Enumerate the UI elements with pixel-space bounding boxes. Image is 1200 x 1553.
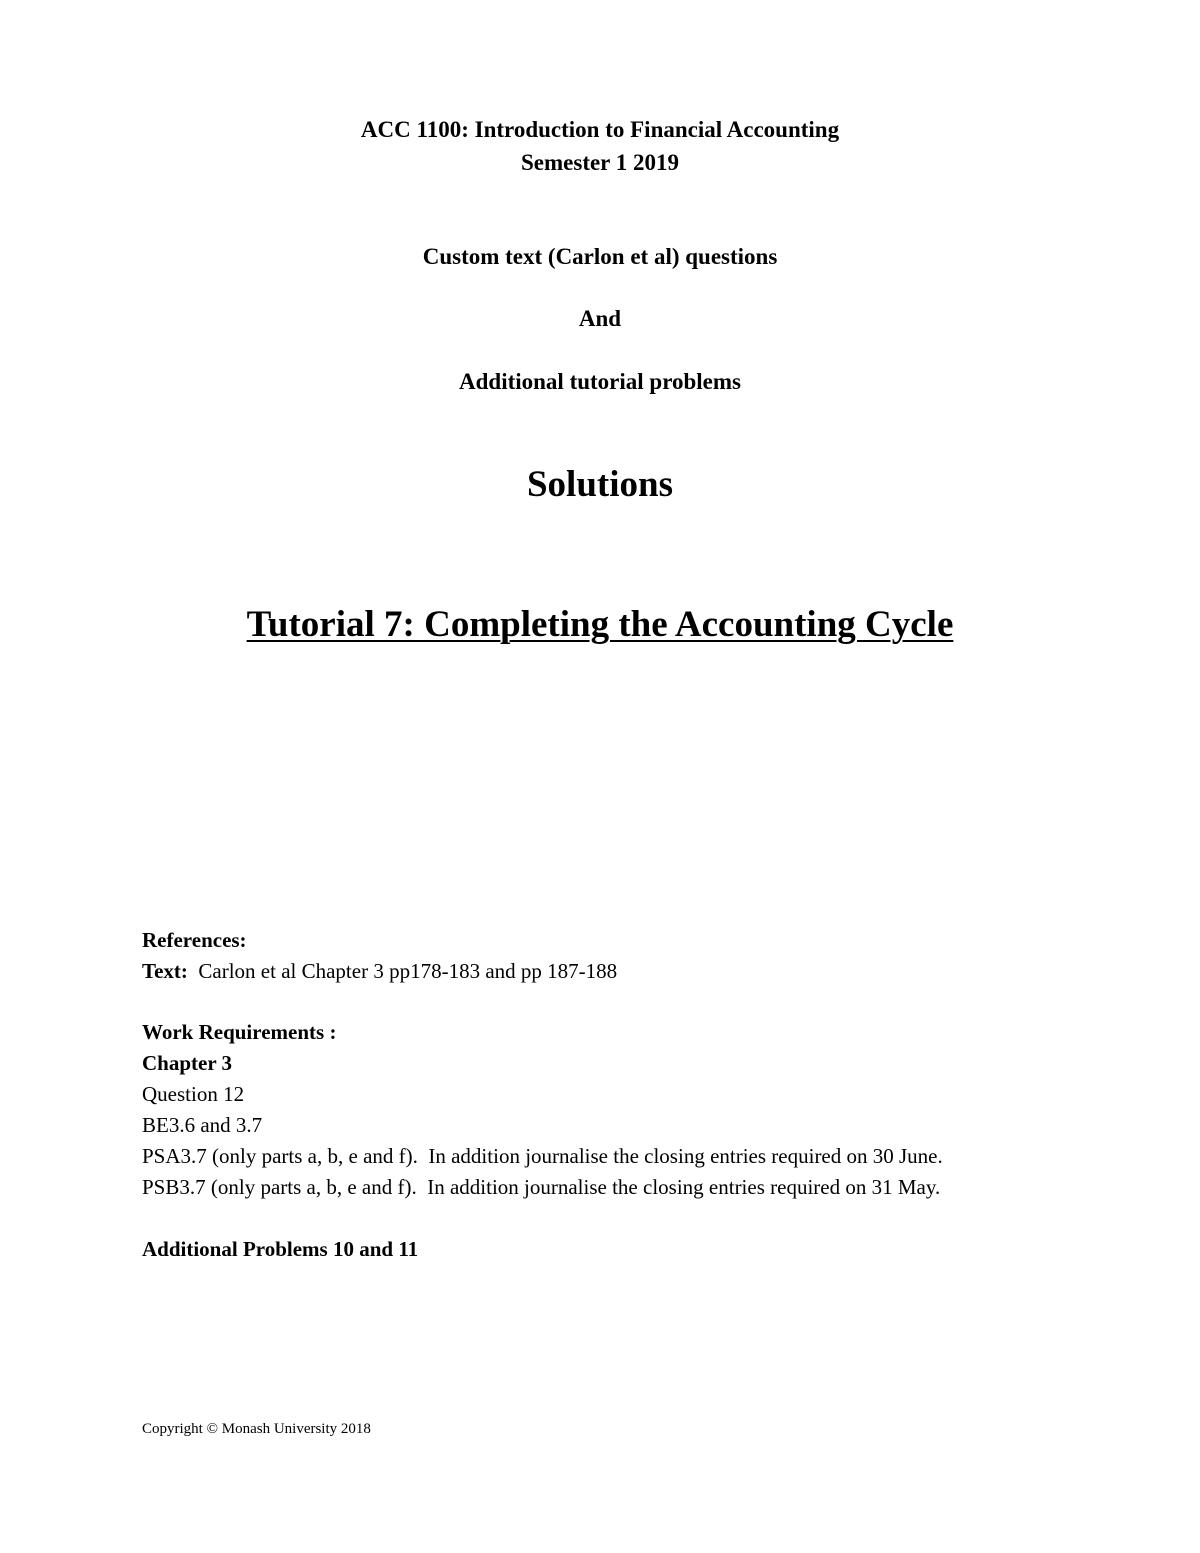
text-value: Carlon et al Chapter 3 pp178-183 and pp 187-188 bbox=[187, 959, 618, 983]
copyright-notice: Copyright © Monash University 2018 bbox=[142, 1421, 371, 1437]
course-title: ACC 1100: Introduction to Financial Accounting bbox=[360, 117, 840, 142]
custom-text-line: Custom text (Carlon et al) questions bbox=[422, 244, 778, 269]
work-item-psa3-7: PSA3.7 (only parts a, b, e and f). In addition journalise the closing entries required on 30 June. bbox=[142, 1144, 943, 1168]
and-line: And bbox=[578, 306, 622, 331]
additional-problems-heading: Additional Problems 10 and 11 bbox=[142, 1237, 419, 1261]
solutions-heading: Solutions bbox=[526, 464, 673, 505]
work-item-question-12: Question 12 bbox=[142, 1082, 245, 1106]
work-requirements-heading: Work Requirements : bbox=[142, 1020, 337, 1044]
work-item-psb3-7: PSB3.7 (only parts a, b, e and f). In addition journalise the closing entries required on 31 May. bbox=[142, 1175, 941, 1199]
tutorial-title: Tutorial 7: Completing the Accounting Cycle bbox=[246, 604, 954, 645]
chapter-heading: Chapter 3 bbox=[142, 1051, 233, 1075]
references-heading: References: bbox=[142, 928, 247, 952]
additional-problems-line: Additional tutorial problems bbox=[459, 369, 741, 394]
references-text-line bbox=[142, 956, 617, 986]
work-item-be3: BE3.6 and 3.7 bbox=[142, 1113, 263, 1137]
text-label: Text: bbox=[142, 959, 188, 983]
semester-line: Semester 1 2019 bbox=[521, 150, 679, 175]
